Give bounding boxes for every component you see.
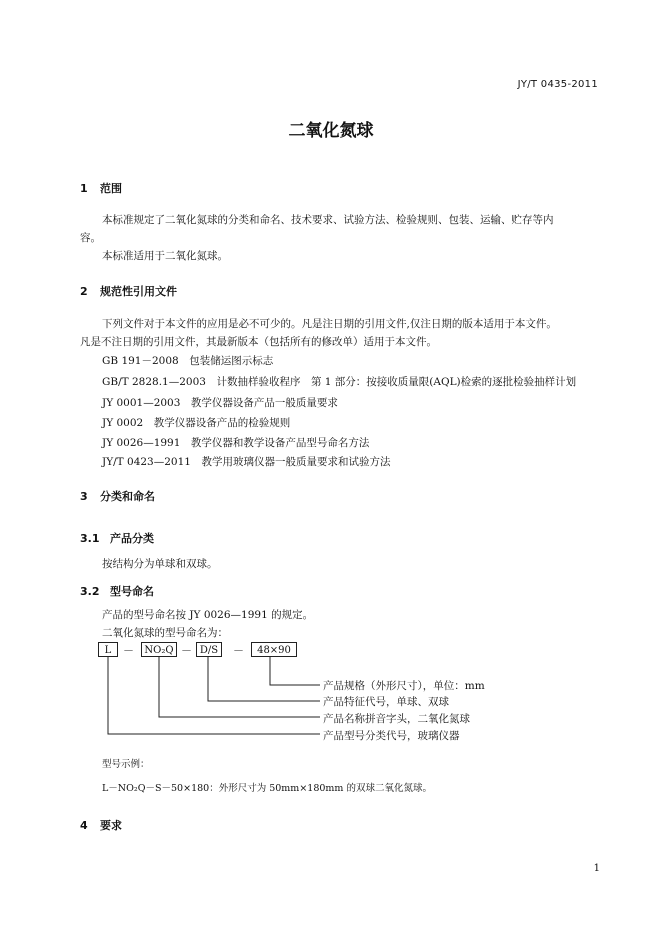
- section-number: 1: [80, 182, 88, 195]
- section-3-1-paragraph: 按结构分为单球和双球。: [102, 558, 218, 570]
- diagram-caption: 产品名称拼音字头，二氧化氮球: [323, 713, 470, 725]
- section-4-heading: [80, 817, 122, 833]
- section-title: 要求: [100, 819, 122, 832]
- model-code-box: D/S: [196, 642, 222, 657]
- section-1-paragraph-1-cont: 容。: [80, 232, 101, 244]
- section-title: 范围: [100, 182, 122, 195]
- separator: －: [123, 644, 134, 657]
- section-title: 型号命名: [110, 585, 154, 598]
- reference-item: GB/T 2828.1—2003 计数抽样验收程序 第 1 部分：按接收质量限(AQL)检索的逐批检验抽样计划: [102, 376, 577, 388]
- section-number: 2: [80, 285, 88, 298]
- section-3-2-paragraph-1: 产品的型号命名按 JY 0026—1991 的规定。: [102, 609, 314, 621]
- diagram-caption: 产品型号分类代号，玻璃仪器: [323, 730, 460, 742]
- section-number: 3: [80, 490, 88, 503]
- model-code-box: L: [98, 642, 118, 657]
- section-1-paragraph-2: 本标准适用于二氧化氮球。: [102, 250, 228, 262]
- section-number: 3.1: [80, 532, 100, 545]
- section-2-paragraph-1-cont: 凡是不注日期的引用文件，其最新版本（包括所有的修改单）适用于本文件。: [80, 336, 437, 348]
- reference-item: JY 0026—1991 教学仪器和教学设备产品型号命名方法: [102, 437, 370, 449]
- reference-item: GB 191－2008 包装储运图示标志: [102, 355, 274, 367]
- separator: －: [181, 644, 192, 657]
- reference-item: JY/T 0423—2011 教学用玻璃仪器一般质量要求和试验方法: [102, 456, 391, 468]
- separator: －: [233, 644, 244, 657]
- example-label: 型号示例：: [102, 759, 150, 770]
- section-3-2-paragraph-2: 二氧化氮球的型号命名为：: [102, 627, 228, 639]
- reference-item: JY 0001—2003 教学仪器设备产品一般质量要求: [102, 397, 338, 409]
- model-code-box: NO₂Q: [141, 642, 177, 657]
- section-number: 4: [80, 819, 88, 832]
- page-number: 1: [593, 863, 600, 874]
- page-title: 二氧化氮球: [288, 121, 374, 141]
- section-number: 3.2: [80, 585, 100, 598]
- example-text: L－NO₂Q－S－50×180：外形尺寸为 50mm×180mm 的双球二氧化氮球。: [102, 783, 432, 794]
- section-title: 分类和命名: [100, 490, 155, 503]
- model-code-box: 48×90: [251, 642, 297, 657]
- standard-code: JY/T 0435-2011: [517, 79, 598, 90]
- section-title: 产品分类: [110, 532, 154, 545]
- diagram-caption: 产品规格（外形尺寸），单位：mm: [323, 680, 485, 692]
- section-title: 规范性引用文件: [100, 285, 177, 298]
- reference-item: JY 0002 教学仪器设备产品的检验规则: [102, 417, 291, 429]
- diagram-caption: 产品特征代号，单球、双球: [323, 696, 449, 708]
- section-2-paragraph-1: 下列文件对于本文件的应用是必不可少的。凡是注日期的引用文件,仅注日期的版本适用于本文件。: [102, 318, 557, 330]
- section-1-paragraph-1: 本标准规定了二氧化氮球的分类和命名、技术要求、试验方法、检验规则、包装、运输、贮存等内: [102, 214, 554, 226]
